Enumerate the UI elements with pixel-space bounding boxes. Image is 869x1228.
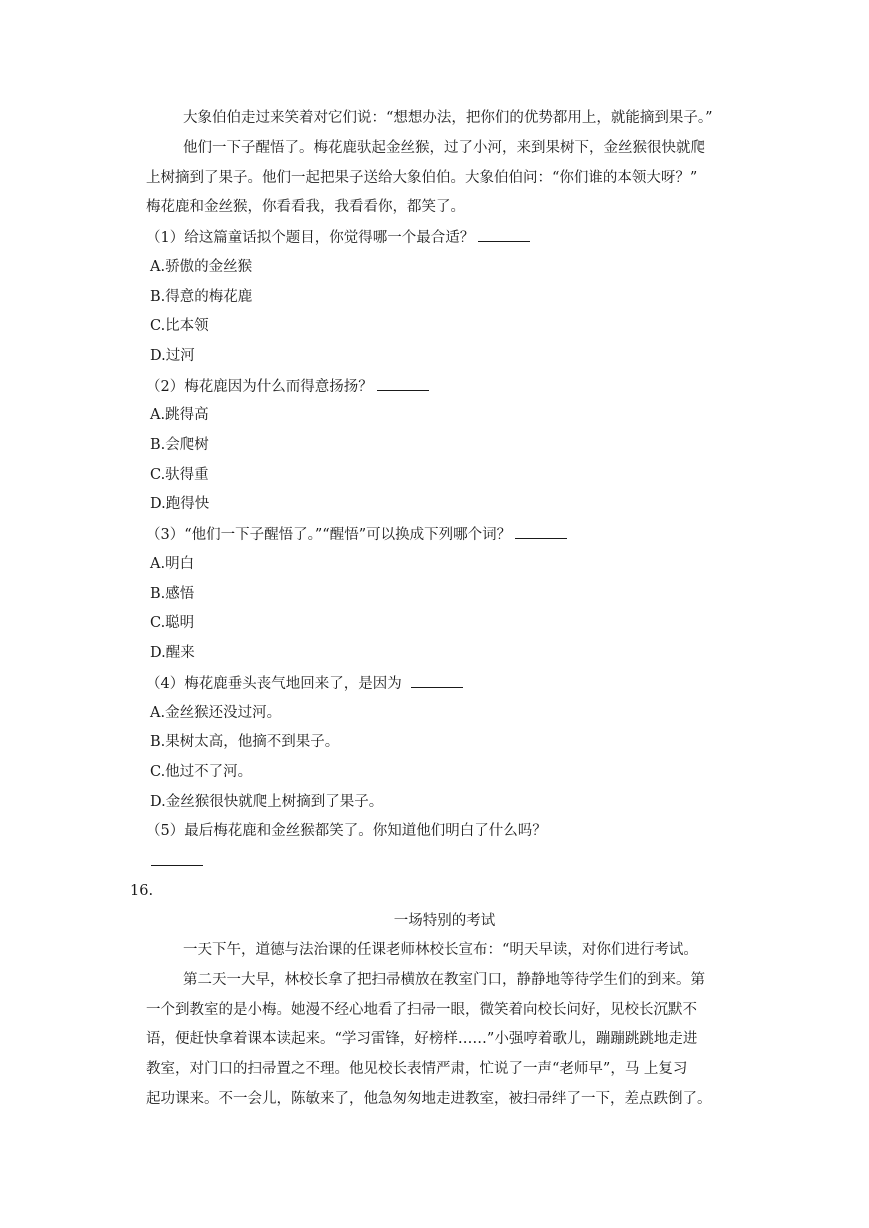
question-1-option-c: C.比本领 — [150, 318, 209, 334]
question-4-text: （4）梅花鹿垂头丧气地回来了，是因为 — [146, 676, 402, 692]
question-2-option-b: B.会爬树 — [150, 437, 209, 453]
question-1-option-d: D.过河 — [150, 348, 195, 364]
section16-paragraph-2-line-2: 一个到教室的是小梅。她漫不经心地看了扫帚一眼，微笑着向校长问好，见校长沉默不 — [146, 1002, 697, 1018]
answer-blank-5[interactable] — [151, 851, 203, 866]
question-4-option-c: C.他过不了河。 — [150, 764, 253, 780]
question-5-prompt: （5）最后梅花鹿和金丝猴都笑了。你知道他们明白了什么吗？ — [146, 823, 547, 839]
question-4-prompt — [146, 673, 463, 694]
section16-paragraph-1: 一天下午，道德与法治课的任课老师林校长宣布：“明天早读，对你们进行考试。 — [183, 942, 698, 958]
question-3-prompt — [146, 524, 567, 545]
question-5-answer-line — [151, 851, 203, 872]
passage-paragraph-2-line-2: 上树摘到了果子。他们一起把果子送给大象伯伯。大象伯伯问：“你们谁的本领大呀？” — [146, 170, 698, 186]
answer-blank-2[interactable] — [377, 376, 429, 391]
question-4-option-d: D.金丝猴很快就爬上树摘到了果子。 — [150, 794, 384, 810]
question-1-option-b: B.得意的梅花鹿 — [150, 289, 253, 305]
question-3-option-b: B.感悟 — [150, 586, 195, 602]
question-1-option-a: A.骄傲的金丝猴 — [150, 259, 253, 275]
section16-paragraph-2-line-4: 教室，对门口的扫帚置之不理。他见校长表情严肃，忙说了一声“老师早”，马 上复习 — [146, 1061, 688, 1077]
section16-paragraph-2-line-5: 起功课来。不一会儿，陈敏来了，他急匆匆地走进教室，被扫帚绊了一下，差点跌倒了。 — [146, 1091, 712, 1107]
section16-paragraph-2-line-1: 第二天一大早，林校长拿了把扫帚横放在教室门口，静静地等待学生们的到来。第 — [183, 972, 705, 988]
question-3-option-c: C.聪明 — [150, 615, 195, 631]
question-1-prompt — [146, 227, 530, 248]
answer-blank-1[interactable] — [478, 227, 530, 242]
passage-paragraph-2-line-1: 他们一下子醒悟了。梅花鹿驮起金丝猴，过了小河，来到果树下，金丝猴很快就爬 — [183, 140, 705, 156]
question-1-text: （1）给这篇童话拟个题目，你觉得哪一个最合适？ — [146, 230, 475, 246]
question-3-text: （3）“他们一下子醒悟了。”“醒悟”可以换成下列哪个词？ — [146, 527, 512, 543]
question-2-text: （2）梅花鹿因为什么而得意扬扬？ — [146, 379, 373, 395]
question-4-option-b: B.果树太高，他摘不到果子。 — [150, 734, 340, 750]
passage-title: 一场特别的考试 — [393, 913, 496, 929]
passage-paragraph-2-line-3: 梅花鹿和金丝猴，你看看我，我看看你，都笑了。 — [146, 199, 465, 215]
answer-blank-3[interactable] — [515, 524, 567, 539]
question-2-option-c: C.驮得重 — [150, 467, 209, 483]
passage-paragraph-1: 大象伯伯走过来笑着对它们说：“想想办法，把你们的优势都用上，就能摘到果子。” — [183, 110, 713, 126]
question-2-option-d: D.跑得快 — [150, 496, 210, 512]
question-2-prompt — [146, 376, 429, 397]
question-number-16: 16. — [130, 883, 154, 899]
section16-paragraph-2-line-3: 语，便赶快拿着课本读起来。“学习雷锋，好榜样……”小强哼着歌儿，蹦蹦跳跳地走进 — [146, 1031, 698, 1047]
question-2-option-a: A.跳得高 — [150, 407, 209, 423]
question-3-option-d: D.醒来 — [150, 645, 195, 661]
question-4-option-a: A.金丝猴还没过河。 — [150, 705, 282, 721]
answer-blank-4[interactable] — [411, 673, 463, 688]
question-3-option-a: A.明白 — [150, 556, 195, 572]
